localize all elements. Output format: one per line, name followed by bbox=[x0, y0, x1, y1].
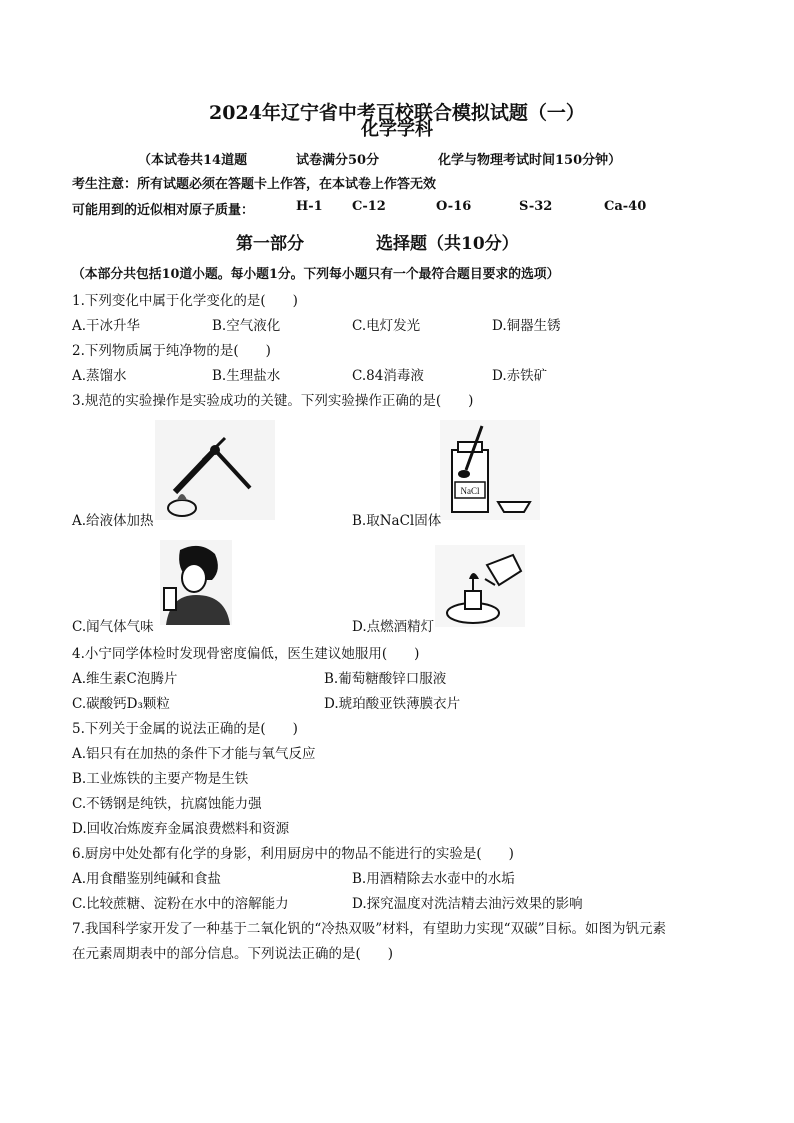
q2-option-a: A.蒸馏水 bbox=[72, 368, 127, 384]
q6-option-a: A.用食醋鉴别纯碱和食盐 bbox=[72, 871, 222, 887]
question-6-stem: 6.厨房中处处都有化学的身影，利用厨房中的物品不能进行的实验是( ) bbox=[72, 846, 514, 862]
q2-option-b: B.生理盐水 bbox=[212, 368, 281, 384]
question-5-stem: 5.下列关于金属的说法正确的是( ) bbox=[72, 721, 298, 737]
q2-option-d: D.赤铁矿 bbox=[492, 368, 548, 384]
q1-option-d: D.铜器生锈 bbox=[492, 318, 561, 334]
exam-info-count: （本试卷共14道题 bbox=[138, 153, 248, 168]
q3-option-d: D.点燃酒精灯 bbox=[352, 619, 435, 635]
q1-option-c: C.电灯发光 bbox=[352, 318, 421, 334]
q4-option-d: D.琥珀酸亚铁薄膜衣片 bbox=[324, 696, 461, 712]
section-type: 选择题（共10分） bbox=[376, 234, 519, 254]
q5-option-a: A.铝只有在加热的条件下才能与氧气反应 bbox=[72, 746, 316, 762]
q2-option-c: C.84消毒液 bbox=[352, 368, 424, 384]
q4-option-b: B.葡萄糖酸锌口服液 bbox=[324, 671, 447, 687]
atomic-mass-s: S-32 bbox=[519, 199, 553, 214]
atomic-mass-h: H-1 bbox=[296, 199, 323, 214]
q5-option-d: D.回收冶炼废弃金属浪费燃料和资源 bbox=[72, 821, 290, 837]
q1-option-a: A.干冰升华 bbox=[72, 318, 141, 334]
question-1-stem: 1.下列变化中属于化学变化的是( ) bbox=[72, 293, 298, 309]
question-4-stem: 4.小宁同学体检时发现骨密度偏低，医生建议她服用( ) bbox=[72, 646, 420, 662]
question-7-stem-line2: 在元素周期表中的部分信息。下列说法正确的是( ) bbox=[72, 946, 394, 962]
nacl-bottle-figure bbox=[440, 420, 540, 520]
exam-info-score: 试卷满分50分 bbox=[296, 153, 380, 168]
smelling-gas-figure bbox=[160, 540, 232, 625]
exam-info-time: 化学与物理考试时间150分钟） bbox=[438, 153, 622, 168]
q3-option-b: B.取NaCl固体 bbox=[352, 513, 442, 529]
q6-option-b: B.用酒精除去水壶中的水垢 bbox=[352, 871, 515, 887]
atomic-mass-ca: Ca-40 bbox=[604, 199, 647, 214]
question-2-stem: 2.下列物质属于纯净物的是( ) bbox=[72, 343, 271, 359]
q6-option-d: D.探究温度对洗洁精去油污效果的影响 bbox=[352, 896, 583, 912]
section-part: 第一部分 bbox=[236, 234, 304, 254]
heating-liquid-figure bbox=[155, 420, 275, 520]
atomic-mass-label: 可能用到的近似相对原子质量： bbox=[72, 203, 255, 218]
q3-option-a: A.给液体加热 bbox=[72, 513, 154, 529]
question-7-stem-line1: 7.我国科学家开发了一种基于二氧化钒的“冷热双吸”材料，有望助力实现“双碳”目标。如图为钒元素 bbox=[72, 921, 666, 937]
q1-option-b: B.空气液化 bbox=[212, 318, 281, 334]
exam-title: 2024年辽宁省中考百校联合模拟试题（一） bbox=[209, 102, 585, 124]
atomic-mass-c: C-12 bbox=[352, 199, 386, 214]
alcohol-lamp-figure bbox=[435, 545, 525, 627]
question-3-stem: 3.规范的实验操作是实验成功的关键。下列实验操作正确的是( ) bbox=[72, 393, 474, 409]
q5-option-c: C.不锈钢是纯铁，抗腐蚀能力强 bbox=[72, 796, 262, 812]
section-instruction: （本部分共包括10道小题。每小题1分。下列每小题只有一个最符合题目要求的选项） bbox=[72, 267, 560, 282]
nacl-label: NaCl bbox=[460, 486, 480, 496]
q6-option-c: C.比较蔗糖、淀粉在水中的溶解能力 bbox=[72, 896, 289, 912]
exam-notice: 考生注意：所有试题必须在答题卡上作答，在本试卷上作答无效 bbox=[72, 177, 437, 192]
q4-option-c: C.碳酸钙D₃颗粒 bbox=[72, 696, 170, 712]
subject-title: 化学学科 bbox=[361, 119, 433, 140]
q5-option-b: B.工业炼铁的主要产物是生铁 bbox=[72, 771, 249, 787]
q3-option-c: C.闻气体气味 bbox=[72, 619, 154, 635]
atomic-mass-o: O-16 bbox=[436, 199, 472, 214]
q4-option-a: A.维生素C泡腾片 bbox=[72, 671, 178, 687]
